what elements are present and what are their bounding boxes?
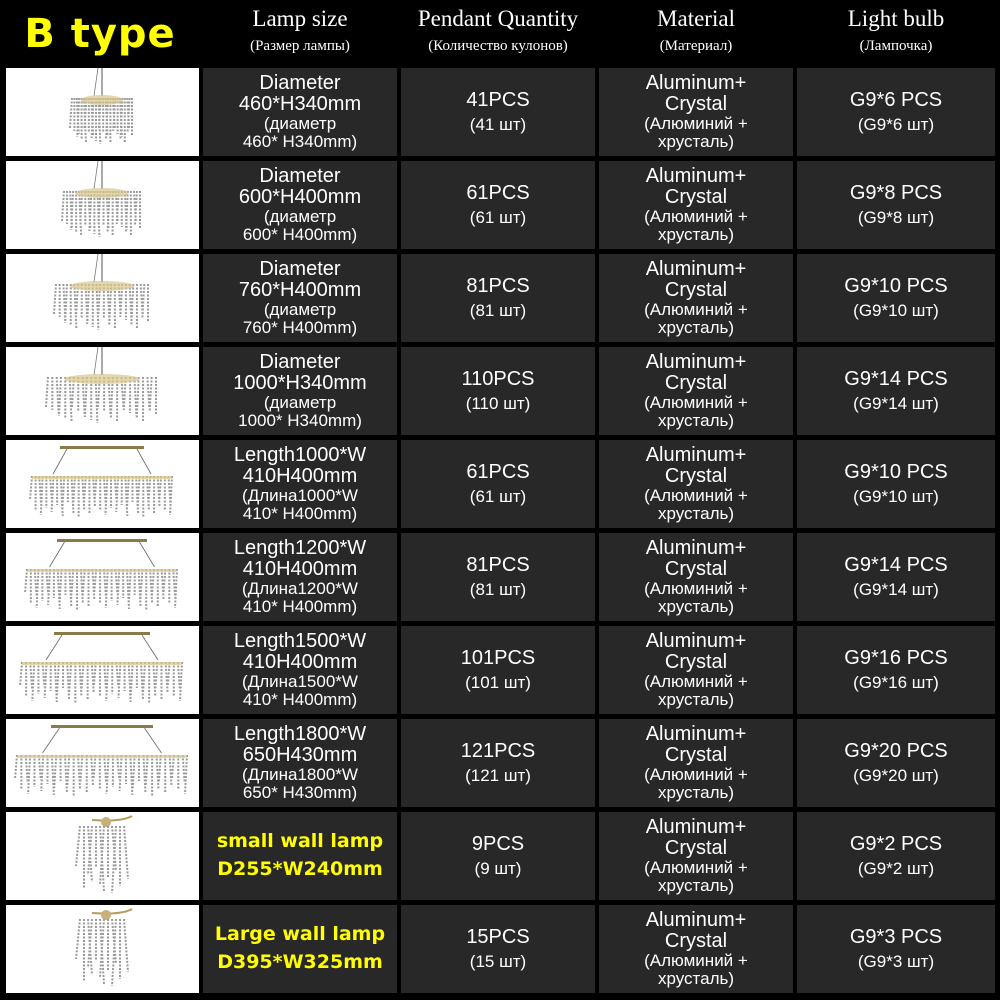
lamp-size-line: 600*H400mm xyxy=(238,186,362,209)
lamp-size-line: Length1800*W xyxy=(233,723,367,746)
light-bulb-cell xyxy=(797,812,995,900)
material-ru-line: хрусталь) xyxy=(657,783,735,802)
header-material xyxy=(599,0,793,68)
material-line: Aluminum+ xyxy=(645,909,747,932)
light-bulb-ru: (G9*10 шт) xyxy=(853,301,939,321)
lamp-size-ru-line: (Длина1800*W xyxy=(242,765,358,785)
table-row xyxy=(0,812,1000,904)
pendant-quantity: 61PCS xyxy=(466,461,530,484)
material-cell xyxy=(599,719,793,807)
pendant-quantity-cell xyxy=(401,161,595,249)
lamp-size-ru-line: (Длина1200*W xyxy=(242,579,358,599)
lamp-size-cell xyxy=(203,626,397,714)
lamp-image-cell xyxy=(6,440,199,528)
material-line: Aluminum+ xyxy=(645,444,747,467)
light-bulb-cell xyxy=(797,161,995,249)
lamp-size-ru-line: (диаметр xyxy=(263,393,337,413)
material-line: Aluminum+ xyxy=(645,816,747,839)
pendant-quantity: 110PCS xyxy=(461,368,535,391)
pendant-quantity-cell xyxy=(401,719,595,807)
light-bulb: G9*16 PCS xyxy=(844,647,948,670)
material-ru-line: (Алюминий + xyxy=(644,579,748,599)
material-line: Crystal xyxy=(664,279,728,302)
lamp-size-ru-line: 600* H400mm) xyxy=(242,225,358,244)
pendant-quantity-cell xyxy=(401,533,595,621)
header-pendant-quantity xyxy=(401,0,595,68)
material-ru-line: (Алюминий + xyxy=(644,951,748,971)
light-bulb-ru: (G9*16 шт) xyxy=(853,673,939,693)
material-line: Crystal xyxy=(664,837,728,860)
table-row xyxy=(0,440,1000,532)
table-row xyxy=(0,719,1000,811)
lamp-size-highlight: D255*W240mm xyxy=(217,858,383,880)
lamp-size-cell xyxy=(203,533,397,621)
header-light-bulb-ru: (Лампочка) xyxy=(859,38,933,54)
lamp-image-cell xyxy=(6,533,199,621)
pendant-quantity-cell xyxy=(401,254,595,342)
lamp-size-ru-line: (диаметр xyxy=(263,207,337,227)
chandelier-image xyxy=(6,626,199,714)
material-ru-line: хрусталь) xyxy=(657,132,735,151)
lamp-image-cell xyxy=(6,254,199,342)
lamp-size-line: 1000*H340mm xyxy=(233,372,367,395)
lamp-size-ru-line: 410* H400mm) xyxy=(242,504,358,523)
light-bulb: G9*3 PCS xyxy=(849,926,943,949)
material-cell xyxy=(599,347,793,435)
material-ru-line: (Алюминий + xyxy=(644,114,748,134)
light-bulb: G9*8 PCS xyxy=(849,182,943,205)
pendant-quantity-ru: (9 шт) xyxy=(474,859,522,879)
pendant-quantity-cell xyxy=(401,812,595,900)
material-ru-line: хрусталь) xyxy=(657,318,735,337)
material-ru-line: (Алюминий + xyxy=(644,486,748,506)
material-line: Aluminum+ xyxy=(645,258,747,281)
header-lamp-size-en: Lamp size xyxy=(252,6,348,31)
pendant-quantity-cell xyxy=(401,905,595,993)
lamp-size-highlight: D395*W325mm xyxy=(217,951,383,973)
lamp-size-ru-line: 460* H340mm) xyxy=(242,132,358,151)
lamp-size-line: 410H400mm xyxy=(242,651,358,674)
light-bulb: G9*20 PCS xyxy=(844,740,948,763)
header-material-en: Material xyxy=(657,6,735,31)
material-cell xyxy=(599,68,793,156)
material-line: Crystal xyxy=(664,186,728,209)
material-cell xyxy=(599,161,793,249)
light-bulb: G9*6 PCS xyxy=(849,89,943,112)
lamp-image-cell xyxy=(6,347,199,435)
lamp-size-line: Length1200*W xyxy=(233,537,367,560)
table-row xyxy=(0,161,1000,253)
pendant-quantity-ru: (121 шт) xyxy=(465,766,531,786)
material-cell xyxy=(599,254,793,342)
table-row xyxy=(0,347,1000,439)
lamp-size-line: Length1000*W xyxy=(233,444,367,467)
table-row xyxy=(0,905,1000,997)
table-row xyxy=(0,68,1000,160)
header-pendant-quantity-en: Pendant Quantity xyxy=(417,6,579,31)
material-line: Crystal xyxy=(664,558,728,581)
lamp-size-line: Length1500*W xyxy=(233,630,367,653)
light-bulb-cell xyxy=(797,440,995,528)
light-bulb-ru: (G9*2 шт) xyxy=(857,859,935,879)
lamp-size-line: Diameter xyxy=(259,258,341,281)
table-row xyxy=(0,533,1000,625)
header-light-bulb xyxy=(797,0,995,68)
material-line: Aluminum+ xyxy=(645,351,747,374)
light-bulb: G9*2 PCS xyxy=(849,833,943,856)
light-bulb-cell xyxy=(797,626,995,714)
material-ru-line: (Алюминий + xyxy=(644,672,748,692)
lamp-size-line: 760*H400mm xyxy=(238,279,362,302)
light-bulb-ru: (G9*6 шт) xyxy=(857,115,935,135)
pendant-quantity: 15PCS xyxy=(466,926,530,949)
header-light-bulb-en: Light bulb xyxy=(847,6,945,31)
lamp-size-ru-line: (диаметр xyxy=(263,114,337,134)
pendant-quantity-ru: (81 шт) xyxy=(469,301,527,321)
lamp-size-cell xyxy=(203,347,397,435)
light-bulb: G9*14 PCS xyxy=(844,554,948,577)
pendant-quantity-ru: (101 шт) xyxy=(465,673,531,693)
lamp-size-line: 460*H340mm xyxy=(238,93,362,116)
light-bulb-cell xyxy=(797,68,995,156)
material-line: Crystal xyxy=(664,744,728,767)
material-ru-line: (Алюминий + xyxy=(644,207,748,227)
material-ru-line: хрусталь) xyxy=(657,504,735,523)
lamp-size-highlight: small wall lamp xyxy=(216,830,384,853)
material-line: Crystal xyxy=(664,651,728,674)
pendant-quantity-cell xyxy=(401,440,595,528)
light-bulb-cell xyxy=(797,905,995,993)
pendant-quantity-ru: (61 шт) xyxy=(469,487,527,507)
pendant-quantity-cell xyxy=(401,347,595,435)
material-ru-line: хрусталь) xyxy=(657,969,735,988)
pendant-quantity: 61PCS xyxy=(466,182,530,205)
light-bulb-ru: (G9*8 шт) xyxy=(857,208,935,228)
light-bulb: G9*10 PCS xyxy=(844,275,948,298)
spec-table xyxy=(0,68,1000,1000)
material-line: Crystal xyxy=(664,465,728,488)
table-row xyxy=(0,254,1000,346)
material-line: Crystal xyxy=(664,93,728,116)
light-bulb-ru: (G9*20 шт) xyxy=(853,766,939,786)
lamp-size-line: 410H400mm xyxy=(242,558,358,581)
material-cell xyxy=(599,440,793,528)
pendant-quantity: 81PCS xyxy=(466,554,530,577)
lamp-size-cell xyxy=(203,161,397,249)
lamp-size-line: Diameter xyxy=(259,351,341,374)
lamp-image-cell xyxy=(6,905,199,993)
material-line: Crystal xyxy=(664,930,728,953)
lamp-size-line: Diameter xyxy=(259,165,341,188)
chandelier-image xyxy=(6,68,199,156)
material-ru-line: хрусталь) xyxy=(657,876,735,895)
material-line: Aluminum+ xyxy=(645,537,747,560)
material-line: Aluminum+ xyxy=(645,165,747,188)
chandelier-image xyxy=(6,254,199,342)
material-ru-line: хрусталь) xyxy=(657,225,735,244)
light-bulb-ru: (G9*3 шт) xyxy=(857,952,935,972)
chandelier-image xyxy=(6,719,199,807)
material-cell xyxy=(599,905,793,993)
light-bulb-ru: (G9*10 шт) xyxy=(853,487,939,507)
header-lamp-size-ru: (Размер лампы) xyxy=(250,38,350,54)
material-cell xyxy=(599,626,793,714)
lamp-size-cell xyxy=(203,68,397,156)
pendant-quantity-ru: (110 шт) xyxy=(465,394,531,414)
lamp-size-ru-line: 760* H400mm) xyxy=(242,318,358,337)
lamp-size-ru-line: (Длина1500*W xyxy=(242,672,358,692)
pendant-quantity: 101PCS xyxy=(460,647,536,670)
light-bulb-cell xyxy=(797,254,995,342)
lamp-size-ru-line: (Длина1000*W xyxy=(242,486,358,506)
material-ru-line: (Алюминий + xyxy=(644,858,748,878)
pendant-quantity: 41PCS xyxy=(466,89,530,112)
lamp-size-line: 410H400mm xyxy=(242,465,358,488)
header-material-ru: (Материал) xyxy=(659,38,733,54)
light-bulb-cell xyxy=(797,533,995,621)
light-bulb-cell xyxy=(797,347,995,435)
chandelier-image xyxy=(6,161,199,249)
header-pendant-quantity-ru: (Количество кулонов) xyxy=(428,38,568,54)
lamp-size-cell xyxy=(203,254,397,342)
light-bulb-ru: (G9*14 шт) xyxy=(853,580,939,600)
material-ru-line: хрусталь) xyxy=(657,411,735,430)
lamp-size-cell xyxy=(203,905,397,993)
table-row xyxy=(0,626,1000,718)
lamp-size-ru-line: 650* H430mm) xyxy=(242,783,358,802)
chandelier-image xyxy=(6,347,199,435)
pendant-quantity: 9PCS xyxy=(471,833,525,856)
lamp-size-highlight: Large wall lamp xyxy=(214,923,386,946)
lamp-image-cell xyxy=(6,719,199,807)
pendant-quantity-ru: (61 шт) xyxy=(469,208,527,228)
lamp-size-cell xyxy=(203,719,397,807)
material-line: Aluminum+ xyxy=(645,723,747,746)
material-cell xyxy=(599,812,793,900)
lamp-image-cell xyxy=(6,626,199,714)
lamp-size-line: 650H430mm xyxy=(242,744,358,767)
type-label: B type xyxy=(24,11,176,57)
lamp-size-ru-line: 410* H400mm) xyxy=(242,597,358,616)
pendant-quantity-ru: (15 шт) xyxy=(469,952,527,972)
pendant-quantity: 121PCS xyxy=(460,740,536,763)
pendant-quantity-cell xyxy=(401,626,595,714)
light-bulb-cell xyxy=(797,719,995,807)
material-ru-line: (Алюминий + xyxy=(644,300,748,320)
lamp-size-cell xyxy=(203,440,397,528)
material-ru-line: хрусталь) xyxy=(657,690,735,709)
pendant-quantity: 81PCS xyxy=(466,275,530,298)
material-cell xyxy=(599,533,793,621)
chandelier-image xyxy=(6,905,199,993)
chandelier-image xyxy=(6,812,199,900)
pendant-quantity-ru: (81 шт) xyxy=(469,580,527,600)
material-ru-line: (Алюминий + xyxy=(644,393,748,413)
lamp-size-line: Diameter xyxy=(259,72,341,95)
chandelier-image xyxy=(6,533,199,621)
material-ru-line: хрусталь) xyxy=(657,597,735,616)
lamp-size-ru-line: 1000* H340mm) xyxy=(238,411,362,430)
header-lamp-size xyxy=(203,0,397,68)
material-line: Aluminum+ xyxy=(645,630,747,653)
light-bulb: G9*10 PCS xyxy=(844,461,948,484)
lamp-size-ru-line: 410* H400mm) xyxy=(242,690,358,709)
table-header xyxy=(0,0,1000,68)
lamp-image-cell xyxy=(6,812,199,900)
lamp-size-cell xyxy=(203,812,397,900)
material-line: Aluminum+ xyxy=(645,72,747,95)
lamp-size-ru-line: (диаметр xyxy=(263,300,337,320)
pendant-quantity-ru: (41 шт) xyxy=(469,115,527,135)
material-ru-line: (Алюминий + xyxy=(644,765,748,785)
pendant-quantity-cell xyxy=(401,68,595,156)
light-bulb: G9*14 PCS xyxy=(844,368,948,391)
chandelier-image xyxy=(6,440,199,528)
lamp-image-cell xyxy=(6,161,199,249)
light-bulb-ru: (G9*14 шт) xyxy=(853,394,939,414)
lamp-image-cell xyxy=(6,68,199,156)
material-line: Crystal xyxy=(664,372,728,395)
